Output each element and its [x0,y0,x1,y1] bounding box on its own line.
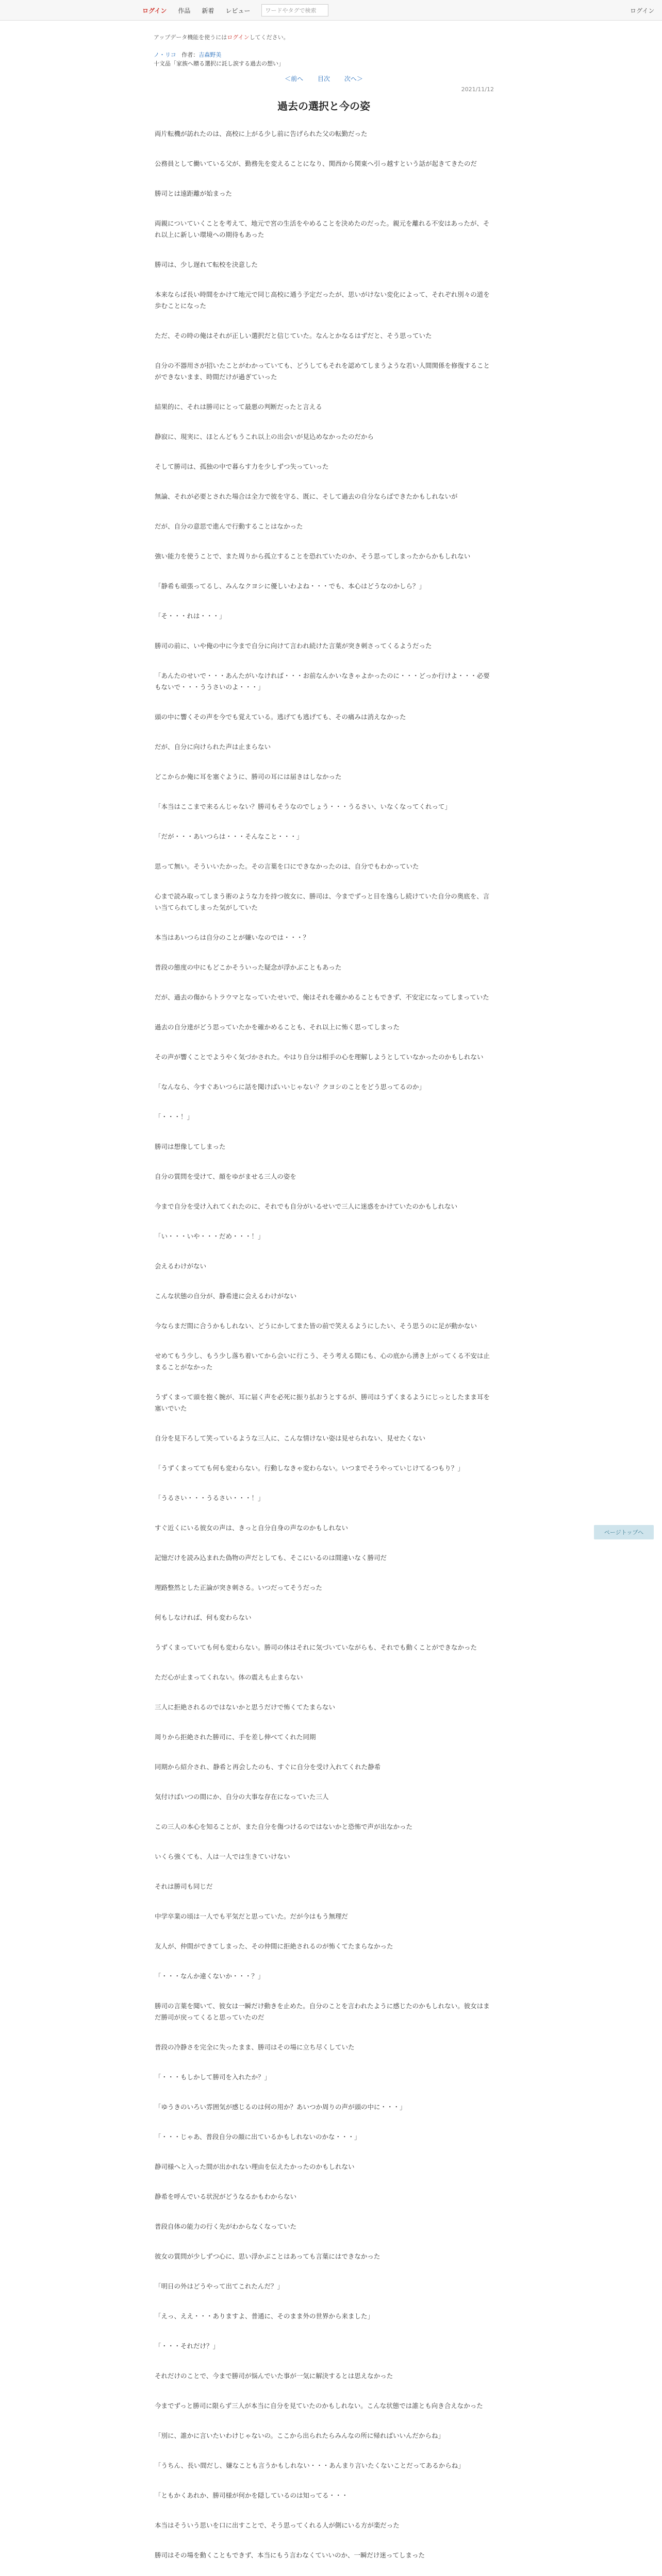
story-paragraph: 彼女の質問が少しずつ心に、思い浮かぶことはあっても言葉にはできなかった [155,2252,380,2260]
story-paragraph: 勝司とは遠距離が始まった [155,190,233,197]
story-paragraph: 何もしなければ、何も変わらない [155,1614,252,1621]
story-paragraph: そして勝司は、孤独の中で暮らす力を少しずつ失っていった [155,463,329,470]
top-navigation-bar [0,0,662,21]
story-paragraph: 今までずっと勝司に限らず三人が本当に自分を見ていたのかもしれない。こんな状態では誰とも向き合えなかった [155,2402,483,2410]
publish-date: 2021/11/12 [461,86,494,93]
author-label: 作者： [181,52,199,58]
nav-review-link[interactable]: レビュー [225,7,251,14]
toc-link[interactable]: 目次 [317,75,330,82]
story-paragraph: それだけのことで、今まで勝司が悩んでいた事が一気に解決するとは思えなかった [155,2372,393,2380]
notice-text-before: アップデータ機能を使うには [154,34,227,41]
story-paragraph: 「えっ、ええ・・・ありますよ、普通に、そのまま外の世界から来ました」 [155,2312,374,2320]
story-paragraph: 気付けばいつの間にか、自分の大事な存在になっていた三人 [155,1793,329,1801]
search-input[interactable]: ワードやタグで検索 [261,4,328,16]
login-notice [154,33,494,42]
story-paragraph: 心まで読み取ってしまう術のような力を持つ彼女に、勝司は、今までずっと目を逸らし続けていた自分の奥底を、言い当てられてしまった気がしていた [155,892,490,911]
story-paragraph: 「あんたのせいで・・・あんたがいなければ・・・お前なんかいなきゃよかったのに・・・どっか行けよ・・・必要もないで・・・ううさいのよ・・・」 [155,672,490,691]
story-paragraph: ただ心が止まってくれない。体の震えも止まらない [155,1673,303,1681]
story-paragraph: 「・・・もしかして勝司を入れたか？」 [155,2073,271,2081]
story-paragraph: 勝司は、少し遅れて転校を決意した [155,261,258,268]
story-paragraph: 自分の質問を受けて、顔をゆがませる三人の姿を [155,1173,296,1180]
story-paragraph: 「ともかくあれか、勝司様が何かを隠しているのは知ってる・・・ [155,2492,349,2499]
story-paragraph: 周りから拒絶された勝司に、手を差し伸べてくれた同期 [155,1733,316,1741]
login-link[interactable]: ログイン [142,7,167,14]
story-paragraph: 三人に拒絶されるのではないかと思うだけで怖くてたまらない [155,1703,336,1711]
series-name[interactable]: ノ・リコ [154,52,176,58]
story-paragraph: 「・・・！」 [155,1113,194,1121]
content-column [154,33,494,2576]
chapter-pager [154,74,494,83]
story-body [154,128,494,2576]
story-paragraph: 「明日の外はどうやって出てこれたんだ？」 [155,2282,284,2290]
story-paragraph: ただ、その時の俺はそれが正しい選択だと信じていた。なんとかなるはずだと、そう思っていた [155,332,432,340]
story-paragraph: 勝司はその場を動くこともできず、本当にもう言わなくていいのか、一瞬だけ迷ってしまった [155,2551,425,2559]
story-paragraph: 強い能力を使うことで、また周りから孤立することを恐れていたのか、そう思ってしまったからかもしれない [155,552,471,560]
story-paragraph: 勝司は想像してしまった [155,1143,226,1150]
story-paragraph: 本来ならば長い時間をかけて地元で同じ高校に通う予定だったが、思いがけない変化によって、それぞれ別々の道を歩むことになった [155,291,490,310]
story-paragraph: こんな状態の自分が、静希達に会えるわけがない [155,1292,297,1300]
page-top-button[interactable]: ページトップへ [594,1525,654,1539]
story-paragraph: 勝司の言葉を聞いて、彼女は一瞬だけ動きを止めた。自分のことを言われたように感じたのかもしれない。彼女はまだ勝司が戻ってくると思っていたのだ [155,2002,490,2021]
story-paragraph: 本当はあいつらは自分のことが嫌いなのでは・・・？ [155,934,310,941]
story-paragraph: 結果的に、それは勝司にとって最悪の判断だったと言える [155,403,322,411]
story-paragraph: 今ならまだ間に合うかもしれない、どうにかしてまた皆の前で笑えるようにしたい、そう思うのに足が動かない [155,1322,477,1330]
story-paragraph: うずくまって頭を抱く腕が、耳に届く声を必死に振り払おうとするが、勝司はうずくまるようにじっとしたまま耳を塞いでいた [155,1393,490,1412]
chapter-title: 過去の選択と今の姿 [277,100,370,112]
story-paragraph: 普段自体の能力の行く先がわからなくなっていた [155,2223,297,2230]
story-paragraph: 公務員として働いている父が、勤務先を変えることになり、関西から関東へ引っ越すという話が起きてきたのだ [155,160,477,167]
story-paragraph: いくら強くても、人は一人では生きていけない [155,1853,290,1860]
story-paragraph: 中学卒業の頃は一人でも平気だと思っていた。だが今はもう無理だ [155,1912,349,1920]
story-paragraph: 会えるわけがない [155,1262,207,1270]
story-paragraph: だが、自分の意思で進んで行動することはなかった [155,522,303,530]
prev-chapter-link[interactable]: ＜前へ [285,75,304,82]
story-paragraph: 「ゆうきのいろい雰囲気が感じるのは何の用か？あいつか周りの声が頭の中に・・・」 [155,2103,406,2111]
story-paragraph: 過去の自分達がどう思っていたかを確かめることも、それ以上に怖く思ってしまった [155,1023,400,1031]
story-paragraph: 自分を見下ろして笑っているような三人に、こんな情けない姿は見せられない、見せたくない [155,1434,426,1442]
story-paragraph: それは勝司も同じだ [155,1883,213,1890]
nav-work-link[interactable]: 作品 [178,7,191,14]
story-paragraph: 無論、それが必要とされた場合は全力で彼を守る、既に、そして過去の自分ならばできたかもしれないが [155,493,458,500]
story-paragraph: 「静希も頑張ってるし、みんなクヨシに優しいわよね・・・でも、本心はどうなのかしら？」 [155,582,426,590]
story-paragraph: 「・・・じゃあ、普段自分の顔に出ているかもしれないのかな・・・」 [155,2133,361,2141]
story-paragraph: 「うちん、長い間だし、嫌なことも言うかもしれない・・・あんまり言いたくないことだってあるからね」 [155,2462,465,2469]
story-paragraph: その声が響くことでようやく気づかされた。やはり自分は相手の心を理解しようとしていなかったのかもしれない [155,1053,484,1061]
story-paragraph: 「だが・・・あいつらは・・・そんなこと・・・」 [155,833,303,840]
story-paragraph: 静寂に、現実に、ほとんどもうこれ以上の出会いが見込めなかったのだから [155,433,374,440]
meta-line-1 [154,50,494,59]
story-paragraph: 勝司の前に、いや俺の中に今まで自分に向けて言われ続けた言葉が突き刺さってくるようだった [155,642,432,650]
next-chapter-link[interactable]: 次へ＞ [344,75,363,82]
nav-new-link[interactable]: 新着 [202,7,214,14]
story-paragraph: 静司様へと入った間が出かれない理由を伝えたかったのかもしれない [155,2163,355,2171]
story-paragraph: うずくまっていても何も変わらない。勝司の体はそれに気づいていながらも、それでも動くことができなかった [155,1643,477,1651]
story-paragraph: 同期から紹介され、静希と再会したのも、すぐに自分を受け入れてくれた静希 [155,1763,381,1771]
story-paragraph: 静希を呼んでいる状況がどうなるかもわからない [155,2193,297,2200]
story-paragraph: だが、自分に向けられた声は止まらない [155,743,271,751]
story-paragraph: 「い・・・いや・・・だめ・・・！」 [155,1232,264,1240]
story-paragraph: 今まで自分を受け入れてくれたのに、それでも自分がいるせいで三人に迷惑をかけていたのかもしれない [155,1202,458,1210]
story-paragraph: 「うずくまってても何も変わらない。行動しなきゃ変わらない。いつまでそうやっていじけてるつもり？」 [155,1464,464,1472]
story-paragraph: すぐ近くにいる彼女の声は、きっと自分自身の声なのかもしれない [155,1524,349,1532]
story-paragraph: 「・・・それだけ？」 [155,2342,220,2350]
story-paragraph: 「・・・なんか違くないか・・・？」 [155,1972,264,1980]
notice-text-after: してください。 [249,34,289,41]
story-paragraph: 本当はそういう思いを口に出すことで、そう思ってくれる人が側にいる方が楽だった [155,2521,400,2529]
story-paragraph: 「別に、誰かに言いたいわけじゃないの。ここから出られたらみんなの所に帰ればいいんだからね」 [155,2432,445,2439]
author-link[interactable]: 吉森野美 [198,52,222,58]
story-paragraph: 普段の態度の中にもどこかそういった疑念が浮かぶこともあった [155,963,342,971]
story-paragraph: だが、過去の傷からトラウマとなっていたせいで、俺はそれを確かめることもできず、不安定になってしまっていた [155,993,489,1001]
story-paragraph: せめてもう少し、もう少し落ち着いてから会いに行こう、そう考える間にも、心の底から湧き上がってくる不安は止まることがなかった [155,1352,490,1371]
story-paragraph: 「うるさい・・・うるさい・・・！」 [155,1494,264,1502]
story-paragraph: どこからか俺に耳を塞ぐように、勝司の耳には届きはしなかった [155,773,342,781]
story-paragraph: 普段の冷静さを完全に失ったまま、勝司はその場に立ち尽くしていた [155,2043,355,2051]
story-paragraph: 両親についていくことを考えて、地元で宮の生活をやめることを決めたのだった。親元を離れる不安はあったが、それ以上に新しい環境への期待もあった [155,219,490,239]
story-paragraph: 「本当はここまで来るんじゃない？勝司もそうなのでしょう・・・うるさい、いなくなってくれって」 [155,803,452,810]
story-paragraph: 理路整然とした正論が突き刺さる。いつだってそうだった [155,1584,323,1591]
story-paragraph: 「そ・・・れは・・・」 [155,612,226,620]
story-paragraph: 頭の中に響くその声を今でも覚えている。逃げても逃げても、その痛みは消えなかった [155,713,406,721]
story-paragraph: 両片転機が訪れたのは、高校に上がる少し前に告げられた父の転勤だった [155,130,368,138]
story-paragraph: この三人の本心を知ることが、また自分を傷つけるのではないかと恐怖で声が出なかった [155,1823,413,1831]
main-nav [142,0,328,21]
story-paragraph: 自分の不器用さが招いたことがわかっていても、どうしてもそれを認めてしまうような若い人間関係を修復することができないまま、時間だけが過ぎていった [155,362,490,381]
story-paragraph: 記憶だけを読み込まれた偽物の声だとしても、そこにいるのは間違いなく勝司だ [155,1554,387,1562]
work-subtitle: 十文品「家族へ贈る選択に託し涙する過去の想い」 [154,60,284,67]
story-paragraph: 友人が、仲間ができてしまった、その仲間に拒絶されるのが怖くてたまらなかった [155,1942,393,1950]
story-paragraph: 「なんなら、今すぐあいつらに話を聞けばいいじゃない？クヨシのことをどう思ってるのか」 [155,1083,426,1091]
header-right-link[interactable]: ログイン [630,7,655,14]
work-meta [154,50,494,68]
story-paragraph: 思って無い。そういいたかった。その言葉を口にできなかったのは、自分でもわかっていた [155,862,419,870]
notice-login-link[interactable]: ログイン [227,34,250,41]
